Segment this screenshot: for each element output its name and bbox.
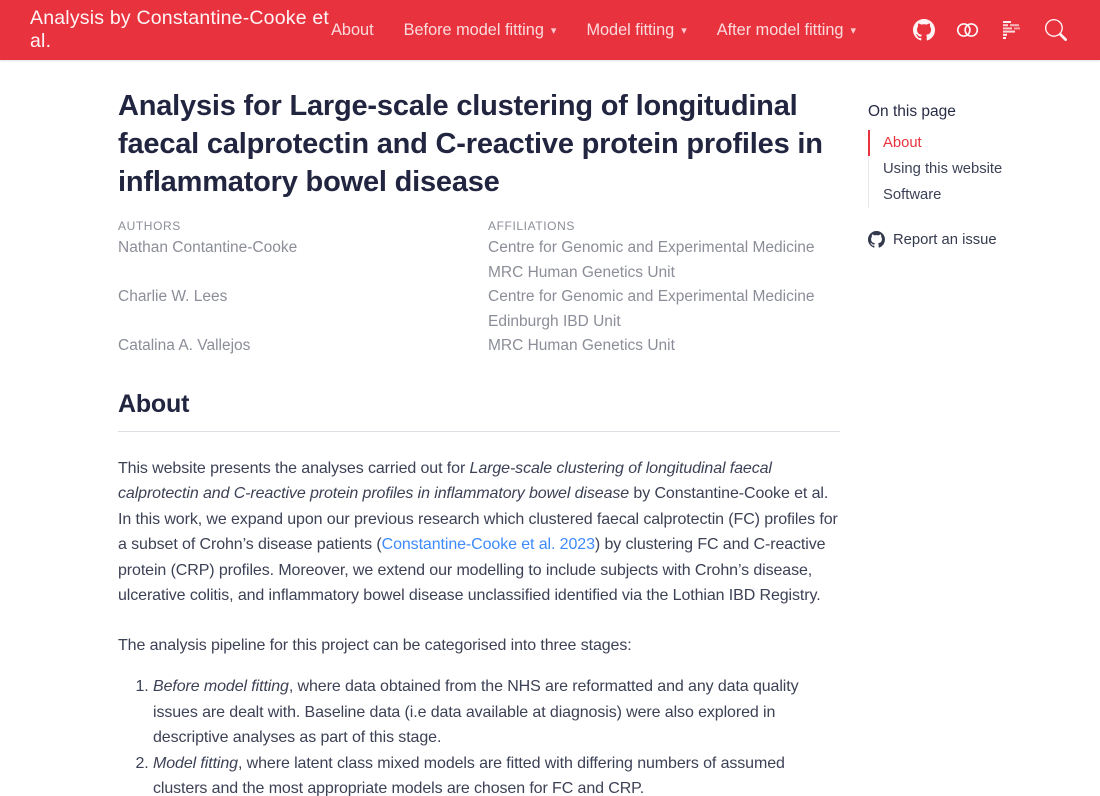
- navbar-icon-group: [912, 18, 1068, 42]
- author-affiliations: [488, 236, 815, 285]
- text-segment: Before model fitting: [153, 678, 289, 695]
- chevron-down-icon: ▾: [550, 24, 557, 37]
- about-heading: About: [118, 390, 840, 432]
- toc-sidebar: [868, 103, 1083, 248]
- author-name: Charlie W. Lees: [118, 288, 228, 305]
- navbar: [0, 0, 1100, 60]
- nav-item-before-model-fitting[interactable]: [404, 21, 557, 40]
- affiliations-label: AFFILIATIONS: [488, 219, 575, 233]
- authors-affiliations: [118, 219, 840, 359]
- toc-link-about[interactable]: About: [868, 130, 1083, 156]
- github-icon[interactable]: [912, 18, 936, 42]
- pipeline-stages-list: [118, 674, 840, 796]
- nav-item-label: About: [331, 20, 374, 39]
- affiliation: Centre for Genomic and Experimental Medicine: [488, 288, 815, 305]
- author-affiliations: [488, 334, 675, 359]
- chevron-down-icon: ▾: [850, 24, 856, 37]
- nav-item-label: After model fitting: [716, 20, 844, 39]
- author-row: [118, 334, 840, 359]
- navbar-brand[interactable]: Analysis by Constantine-Cooke et al.: [30, 7, 330, 52]
- text-segment: Large-scale clustering of longitudinal faecal calprotectin and C-reactive protein profiles in inflammatory bowel disease: [118, 459, 772, 502]
- affiliation: MRC Human Genetics Unit: [488, 263, 675, 281]
- about-paragraph: [118, 456, 840, 609]
- text-segment: , where data obtained from the NHS are reformatted and any data quality issues are dealt with. Baseline data (i.e data available at diagnosis) were also explored in descriptive analyses as part of this stage.: [153, 678, 799, 746]
- authors-label: AUTHORS: [118, 219, 181, 233]
- page-body: [0, 87, 1100, 796]
- affiliation: Centre for Genomic and Experimental Medicine: [488, 239, 815, 256]
- stage-item-model-fitting: [153, 751, 840, 796]
- author-affiliations: [488, 285, 815, 334]
- flag-chart-icon[interactable]: [1000, 18, 1024, 42]
- toc-list: [868, 130, 1083, 208]
- affiliation: Edinburgh IBD Unit: [488, 312, 621, 330]
- report-issue-label: Report an issue: [893, 231, 997, 248]
- text-segment: This website presents the analyses carried out for: [118, 459, 470, 477]
- text-segment: ) by clustering FC and C-reactive protein (CRP) profiles. Moreover, we extend our modelling to include subjects with Crohn’s disease, ulcerative colitis, and inflammatory bowel disease unclassified identified via the Lothian IBD Registry.: [118, 536, 826, 604]
- affiliation: MRC Human Genetics Unit: [488, 337, 675, 354]
- nav-item-label: Model fitting: [586, 20, 675, 39]
- citation-link[interactable]: Constantine-Cooke et al. 2023: [381, 536, 595, 553]
- page-title: Analysis for Large-scale clustering of longitudinal faecal calprotectin and C-reactive protein profiles in inflammatory bowel disease: [118, 90, 823, 198]
- navbar-menu: [331, 18, 1068, 42]
- nav-item-about[interactable]: [331, 21, 374, 40]
- author-row: [118, 285, 840, 334]
- nav-item-model-fitting[interactable]: [586, 21, 686, 40]
- toc-link-software[interactable]: Software: [868, 182, 1083, 208]
- pipeline-intro-paragraph: The analysis pipeline for this project can be categorised into three stages:: [118, 636, 632, 654]
- stage-item-before-model-fitting: [153, 674, 840, 751]
- toc-link-using-this-website[interactable]: Using this website: [868, 156, 1083, 182]
- toc-title: On this page: [868, 103, 956, 120]
- github-icon: [868, 231, 885, 248]
- search-icon[interactable]: [1044, 18, 1068, 42]
- text-segment: , where latent class mixed models are fitted with differing numbers of assumed clusters and the most appropriate models are chosen for FC and CRP.: [153, 754, 785, 796]
- overlapping-circles-icon[interactable]: [956, 18, 980, 42]
- nav-item-after-model-fitting[interactable]: [717, 21, 856, 40]
- author-name: Catalina A. Vallejos: [118, 337, 251, 354]
- article: [118, 87, 840, 796]
- nav-item-label: Before model fitting: [403, 20, 544, 39]
- chevron-down-icon: ▾: [681, 24, 687, 37]
- author-name: Nathan Contantine-Cooke: [118, 239, 298, 256]
- text-segment: Model fitting: [153, 754, 238, 772]
- text-segment: by Constantine-Cooke et al. In this work, we expand upon our previous research which clustered faecal calprotectin (FC) profiles for a subset of Crohn’s disease patients (: [118, 485, 838, 553]
- report-issue-link[interactable]: [868, 231, 1083, 248]
- author-row: [118, 236, 840, 285]
